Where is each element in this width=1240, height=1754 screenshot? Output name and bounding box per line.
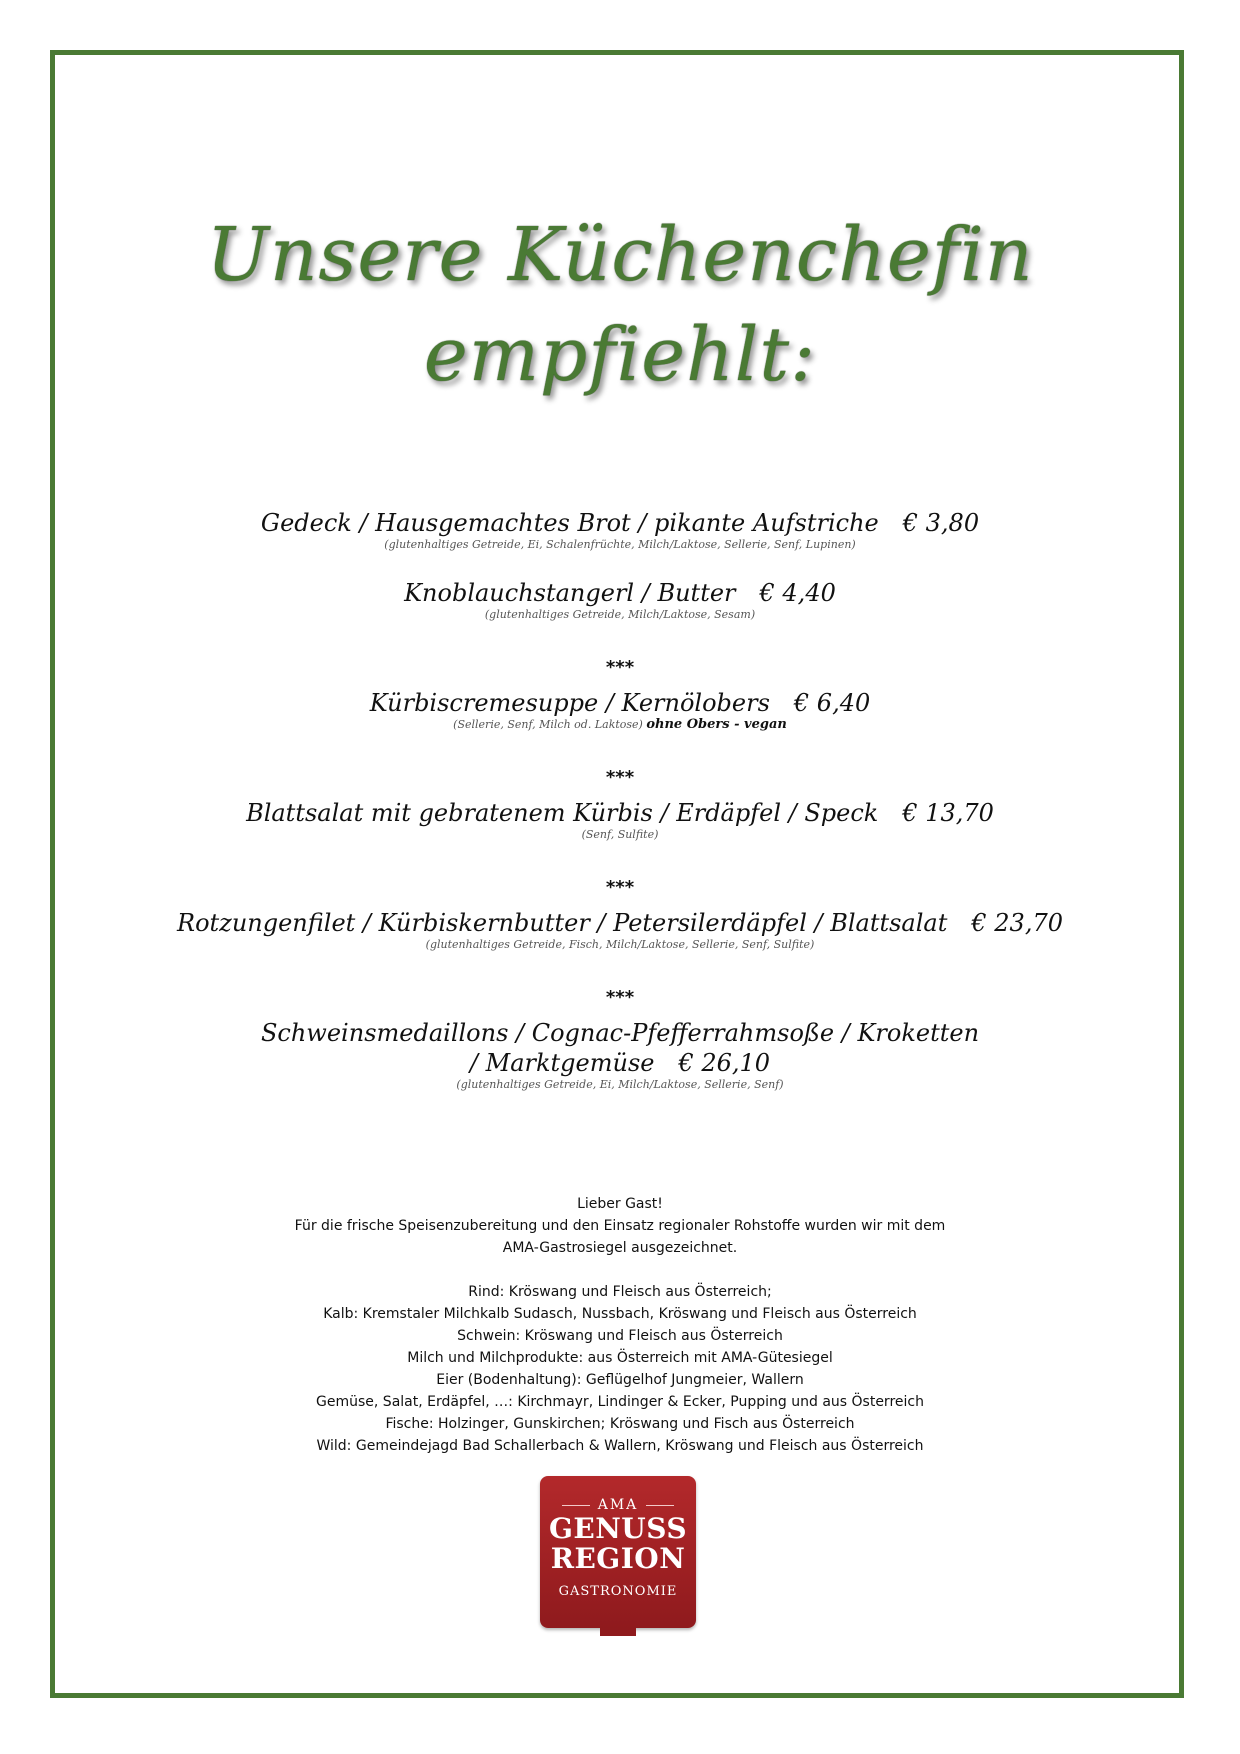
source-line: Wild: Gemeindejagd Bad Schallerbach & Wallern, Kröswang und Fleisch aus Österreich xyxy=(316,1438,924,1454)
dish-price: € 23,70 xyxy=(971,909,1063,937)
source-line: Fische: Holzinger, Gunskirchen; Kröswang und Fisch aus Österreich xyxy=(385,1416,855,1432)
dish-price: € 4,40 xyxy=(759,579,836,607)
separator: *** xyxy=(605,877,635,898)
separator: *** xyxy=(605,657,635,678)
dish-price: € 6,40 xyxy=(793,689,871,717)
title-line-1: Unsere Küchenchefin xyxy=(206,212,1034,298)
source-line: Milch und Milchprodukte: aus Österreich mit AMA-Gütesiegel xyxy=(407,1350,833,1366)
menu-item xyxy=(0,508,1240,552)
logo-gastronomie-text: GASTRONOMIE xyxy=(558,1584,678,1599)
menu-list xyxy=(0,508,1240,1092)
logo-genuss-text: GENUSS xyxy=(548,1512,688,1545)
dish-name: Blattsalat mit gebratenem Kürbis / Erdäpfel / Speck xyxy=(246,799,879,827)
allergen-info: (Senf, Sulfite) xyxy=(581,828,659,841)
notice-greeting: Lieber Gast! xyxy=(577,1196,663,1212)
source-line: Kalb: Kremstaler Milchkalb Sudasch, Nussbach, Kröswang und Fleisch aus Österreich xyxy=(323,1306,917,1322)
menu-item xyxy=(0,688,1240,732)
source-line: Gemüse, Salat, Erdäpfel, …: Kirchmayr, Lindinger & Ecker, Pupping und aus Österreich xyxy=(316,1394,924,1410)
dish-name: Rotzungenfilet / Kürbiskernbutter / Petersilerdäpfel / Blattsalat xyxy=(177,909,948,937)
notice-text: AMA-Gastrosiegel ausgezeichnet. xyxy=(502,1240,738,1256)
separator: *** xyxy=(605,987,635,1008)
allergen-info: (glutenhaltiges Getreide, Ei, Milch/Laktose, Sellerie, Senf) xyxy=(456,1078,784,1091)
allergen-info: (Sellerie, Senf, Milch od. Laktose) xyxy=(453,718,643,731)
menu-item xyxy=(0,908,1240,952)
ama-genuss-region-logo xyxy=(540,1476,696,1628)
dish-name: Gedeck / Hausgemachtes Brot / pikante Aufstriche xyxy=(260,509,879,537)
notice-text: Für die frische Speisenzubereitung und den Einsatz regionaler Rohstoffe wurden wir mit dem xyxy=(294,1218,946,1234)
source-line: Schwein: Kröswang und Fleisch aus Österreich xyxy=(457,1328,783,1344)
menu-item xyxy=(0,578,1240,622)
dish-price: € 26,10 xyxy=(678,1049,771,1077)
page-title xyxy=(0,205,1240,405)
separator: *** xyxy=(605,767,635,788)
logo-region-text: REGION xyxy=(550,1542,686,1575)
allergen-info: (glutenhaltiges Getreide, Fisch, Milch/Laktose, Sellerie, Senf, Sulfite) xyxy=(425,938,815,951)
allergen-info: (glutenhaltiges Getreide, Ei, Schalenfrüchte, Milch/Laktose, Sellerie, Senf, Lupinen) xyxy=(384,538,856,551)
menu-item xyxy=(0,798,1240,842)
dish-name: Knoblauchstangerl / Butter xyxy=(404,579,736,607)
allergen-info: (glutenhaltiges Getreide, Milch/Laktose, Sesam) xyxy=(484,608,756,621)
source-line: Rind: Kröswang und Fleisch aus Österreich; xyxy=(468,1284,772,1300)
dish-price: € 13,70 xyxy=(902,799,994,827)
menu-item xyxy=(0,1018,1240,1092)
title-line-2: empfiehlt: xyxy=(423,312,817,398)
dish-name: Schweinsmedaillons / Cognac-Pfefferrahmsoße / Kroketten xyxy=(260,1019,980,1047)
source-line: Eier (Bodenhaltung): Geflügelhof Jungmeier, Wallern xyxy=(436,1372,804,1388)
dish-name-continued: / Marktgemüse xyxy=(469,1049,655,1077)
vegan-note: ohne Obers - vegan xyxy=(646,717,787,732)
guest-notice xyxy=(0,1193,1240,1457)
dish-name: Kürbiscremesuppe / Kernölobers xyxy=(369,689,770,717)
logo-ama-text: AMA xyxy=(540,1496,696,1514)
dish-price: € 3,80 xyxy=(902,509,980,537)
